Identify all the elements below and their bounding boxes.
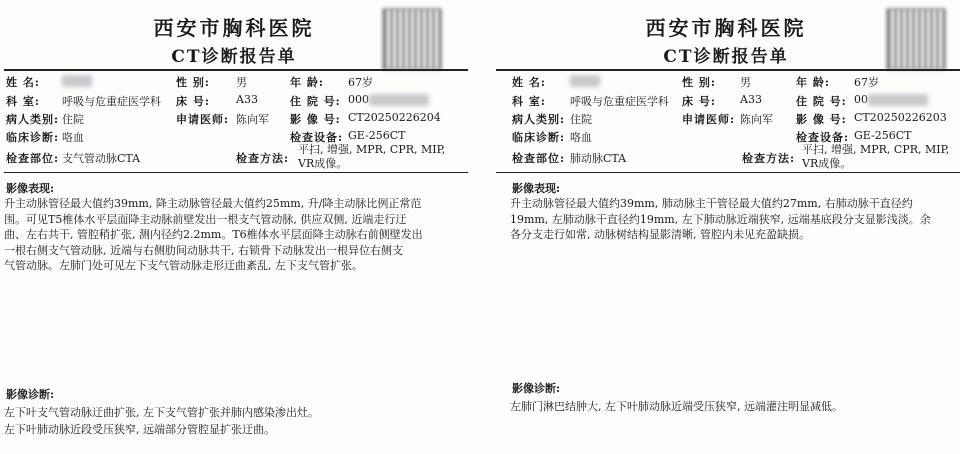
report-title: CT诊断报告单	[171, 47, 297, 67]
name-value-redacted	[570, 74, 600, 87]
age-value: 67岁	[348, 76, 373, 89]
qr-code-icon	[886, 8, 946, 70]
patient-type-label: 病人类别:	[512, 113, 566, 126]
part-value: 肺动脉CTA	[570, 152, 627, 165]
sex-value: 男	[236, 76, 247, 89]
inpatient-label: 住 院 号:	[796, 95, 847, 108]
qr-code-icon	[382, 8, 442, 70]
doctor-value: 陈向军	[236, 113, 269, 126]
method-value: 平扫, 增强, MPR, CPR, MIP, VR成像。	[298, 143, 446, 170]
sex-label: 性 别:	[682, 76, 716, 89]
clinical-value: 咯血	[62, 131, 84, 144]
dept-label: 科 室:	[6, 95, 40, 108]
dept-label: 科 室:	[512, 95, 546, 108]
part-label: 检查部位:	[6, 152, 60, 165]
device-label: 检查设备:	[290, 131, 344, 144]
image-no-value: CT20250226203	[854, 111, 947, 124]
age-value: 67岁	[854, 76, 879, 89]
dept-value: 呼吸与危重症医学科	[62, 95, 161, 108]
method-label: 检查方法:	[236, 152, 290, 165]
info-divider	[4, 172, 468, 173]
header-divider	[4, 69, 468, 71]
age-label: 年 龄:	[796, 76, 830, 89]
inpatient-value: 000	[348, 93, 429, 106]
patient-type-label: 病人类别:	[6, 113, 60, 126]
bed-value: A33	[740, 93, 762, 106]
patient-type-value: 住院	[570, 113, 592, 126]
image-no-value: CT20250226204	[348, 111, 441, 124]
part-value: 支气管动脉CTA	[62, 152, 141, 165]
bed-value: A33	[236, 93, 258, 106]
sex-value: 男	[740, 76, 751, 89]
part-label: 检查部位:	[512, 152, 566, 165]
image-no-label: 影 像 号:	[796, 113, 847, 126]
age-label: 年 龄:	[290, 76, 324, 89]
clinical-label: 临床诊断:	[512, 131, 566, 144]
name-label: 姓 名:	[6, 76, 40, 89]
diagnosis-text: 左肺门淋巴结肿大, 左下叶肺动脉近端受压狭窄, 远端灌注明显减低。	[510, 400, 843, 413]
info-divider	[496, 172, 960, 173]
hospital-name: 西安市胸科医院	[153, 16, 315, 40]
header-divider	[496, 69, 960, 71]
diagnosis-text: 左下叶支气管动脉迂曲扩张, 左下支气管扩张并肺内感染渗出灶。 左下叶肺动脉近段受压狭窄, 远端部分管腔显扩张迂曲。	[4, 406, 319, 436]
dept-value: 呼吸与危重症医学科	[570, 95, 669, 108]
findings-text: 升主动脉管径最大值约39mm, 降主动脉管径最大值约25mm, 升/降主动脉比例正常范 围。可见T5椎体水平层面降主动脉前壁发出一根支气管动脉, 供应双侧, 近端走行迂 曲、左右共干, 管腔稍扩张, 测内径约2.2mm。T6椎体水平层面降主动脉右前侧壁发出 一根右侧支气管动脉, 近端与右侧肋间动脉共干, 右锁骨下动脉发出一根异位右侧支 气管动脉。左肺门处可见左下支气管动脉走形迂曲紊乱, 左下支气管扩张。	[4, 197, 423, 272]
name-value-redacted	[62, 74, 92, 87]
device-label: 检查设备:	[796, 131, 850, 144]
diagnosis-label: 影像诊断:	[6, 388, 55, 401]
method-label: 检查方法:	[742, 152, 796, 165]
left-report	[0, 0, 468, 454]
report-title: CT诊断报告单	[663, 47, 789, 67]
doctor-value: 陈向军	[740, 113, 773, 126]
bed-label: 床 号:	[682, 95, 716, 108]
method-value: 平扫, 增强, MPR, CPR, MIP, VR成像。	[802, 143, 950, 170]
diagnosis-label: 影像诊断:	[512, 382, 561, 395]
bed-label: 床 号:	[176, 95, 210, 108]
doctor-label: 申请医师:	[176, 113, 230, 126]
inpatient-value: 00	[854, 93, 928, 106]
doctor-label: 申请医师:	[682, 113, 736, 126]
findings-label: 影像表现:	[512, 182, 561, 195]
hospital-name: 西安市胸科医院	[645, 16, 807, 40]
clinical-label: 临床诊断:	[6, 131, 60, 144]
clinical-value: 咯血	[570, 131, 592, 144]
image-no-label: 影 像 号:	[290, 113, 341, 126]
device-value: GE-256CT	[348, 129, 406, 142]
name-label: 姓 名:	[512, 76, 546, 89]
inpatient-label: 住 院 号:	[290, 95, 341, 108]
sex-label: 性 别:	[176, 76, 210, 89]
patient-type-value: 住院	[62, 113, 84, 126]
findings-text: 升主动脉管径最大值约39mm, 肺动脉主干管径最大值约27mm, 右肺动脉干直径约 19mm, 左肺动脉干直径约19mm, 左下肺动脉近端狭窄, 远端基底段分支显影浅淡。余 各分支走行如常, 动脉树结构显影清晰, 管腔内未见充盈缺损。	[510, 197, 931, 241]
findings-label: 影像表现:	[6, 182, 55, 195]
right-report	[492, 0, 960, 454]
device-value: GE-256CT	[854, 129, 912, 142]
